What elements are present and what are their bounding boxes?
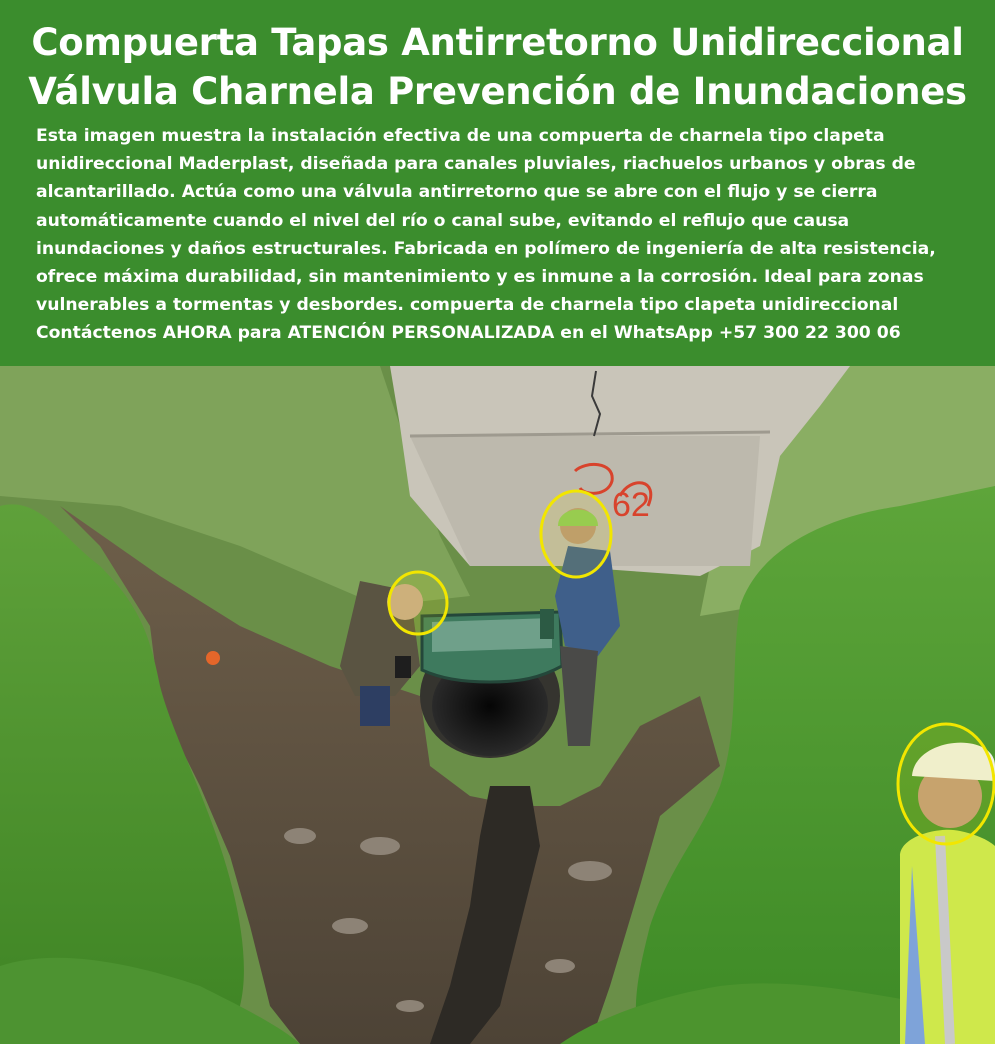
title-line-2: Válvula Charnela Prevención de Inundaciones bbox=[28, 70, 967, 113]
title-line-1: Compuerta Tapas Antirretorno Unidireccional bbox=[31, 21, 964, 64]
flap-gate-top-panel bbox=[432, 618, 552, 652]
installation-photo bbox=[0, 366, 995, 1044]
description-line: alcantarillado. Actúa como una válvula antirretorno que se abre con el flujo y se cierra bbox=[36, 182, 878, 203]
description-line: ofrece máxima durabilidad, sin mantenimiento y es inmune a la corrosión. Ideal para zonas bbox=[36, 267, 924, 288]
description-line: automáticamente cuando el nivel del río o canal sube, evitando el reflujo que causa bbox=[36, 210, 850, 231]
photo-scene bbox=[0, 366, 995, 1044]
headwall-front-face bbox=[410, 436, 760, 566]
description-line: inundaciones y daños estructurales. Fabricada en polímero de ingeniería de alta resistencia, bbox=[36, 238, 936, 259]
description-line: Esta imagen muestra la instalación efectiva de una compuerta de charnela tipo clapeta bbox=[36, 126, 885, 146]
description-line: unidireccional Maderplast, diseñada para canales pluviales, riachuelos urbanos y obras de bbox=[36, 154, 916, 175]
header-banner bbox=[0, 0, 995, 366]
wall-graffiti: 62 bbox=[612, 486, 650, 524]
description-line: vulnerables a tormentas y desbordes. compuerta de charnela tipo clapeta unidireccional bbox=[36, 295, 899, 316]
flap-gate-hinge bbox=[540, 609, 554, 639]
description-line: Contáctenos AHORA para ATENCIÓN PERSONALIZADA en el WhatsApp +57 300 22 300 06 bbox=[36, 323, 901, 344]
orange-ball bbox=[206, 651, 220, 665]
banner-title bbox=[0, 0, 995, 116]
banner-description bbox=[0, 122, 995, 348]
